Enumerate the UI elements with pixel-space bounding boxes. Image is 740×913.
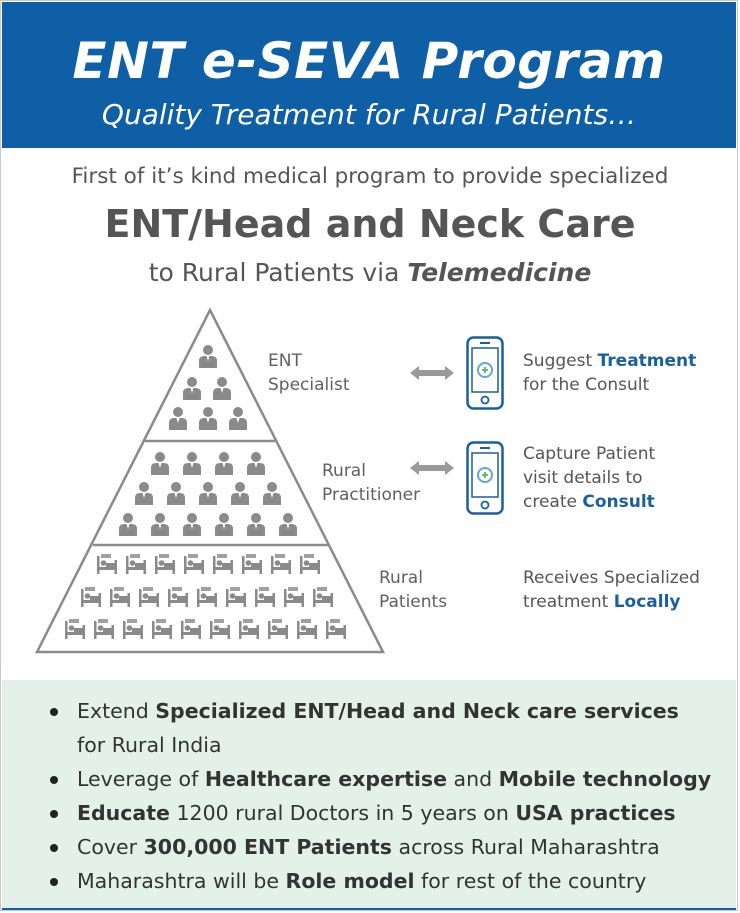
goal-item: Leverage of Healthcare expertise and Mobile technology xyxy=(50,762,730,796)
tier-desc-specialist xyxy=(523,349,696,397)
intro-line-3 xyxy=(0,258,740,287)
tier-label-specialist-line1: ENT xyxy=(268,351,302,371)
double-arrow-icon xyxy=(410,366,454,380)
goal-item: Cover 300,000 ENT Patients across Rural Maharashtra xyxy=(50,830,730,864)
tier-desc-specialist-line2: for the Consult xyxy=(523,375,650,395)
tier-label-practitioner xyxy=(322,459,420,507)
tier-desc-patients-line1: Receives Specialized xyxy=(523,568,700,588)
goal-item: Extend Specialized ENT/Head and Neck care services for Rural India xyxy=(50,694,730,762)
tier-desc-practitioner xyxy=(523,442,655,514)
consult-emphasis: Consult xyxy=(582,492,655,512)
tier-label-practitioner-line1: Rural xyxy=(322,461,366,481)
goal-item-continuation: for Rural India xyxy=(77,733,222,757)
tier-label-patients xyxy=(379,566,447,614)
goal-item: Maharashtra will be Role model for rest of the country xyxy=(50,864,730,898)
tier-desc-patients xyxy=(523,566,700,614)
smartphone-icon xyxy=(466,336,504,410)
tier-label-patients-line1: Rural xyxy=(379,568,423,588)
smartphone-icon xyxy=(466,441,504,515)
header-banner xyxy=(2,2,736,148)
goals-panel xyxy=(2,680,736,909)
tier-label-patients-line2: Patients xyxy=(379,592,448,612)
locally-emphasis: Locally xyxy=(613,592,681,612)
goals-list xyxy=(50,694,730,898)
tier-desc-practitioner-line3: create Consult xyxy=(523,492,655,512)
tier-desc-practitioner-line1: Capture Patient xyxy=(523,444,656,464)
tier-desc-practitioner-line2: visit details to xyxy=(523,468,643,488)
bottom-rule xyxy=(2,908,736,910)
intro-line-3-prefix: to Rural Patients via xyxy=(148,258,408,287)
program-title: ENT e-SEVA Program xyxy=(72,32,666,90)
tier-label-specialist-line2: Specialist xyxy=(268,375,350,395)
tier-label-specialist xyxy=(268,349,350,397)
treatment-emphasis: Treatment xyxy=(597,351,697,371)
program-subtitle: Quality Treatment for Rural Patients… xyxy=(101,98,637,131)
intro-headline: ENT/Head and Neck Care xyxy=(104,202,636,246)
intro-line-1: First of it’s kind medical program to provide specialized xyxy=(71,164,669,189)
tier-label-practitioner-line2: Practitioner xyxy=(322,485,421,505)
double-arrow-icon xyxy=(410,461,454,475)
tier-desc-specialist-line1: Suggest Treatment xyxy=(523,351,697,371)
tier-desc-patients-line2: treatment Locally xyxy=(523,592,681,612)
goal-item: Educate 1200 rural Doctors in 5 years on USA practices xyxy=(50,796,730,830)
telemedicine-emphasis: Telemedicine xyxy=(407,258,592,287)
